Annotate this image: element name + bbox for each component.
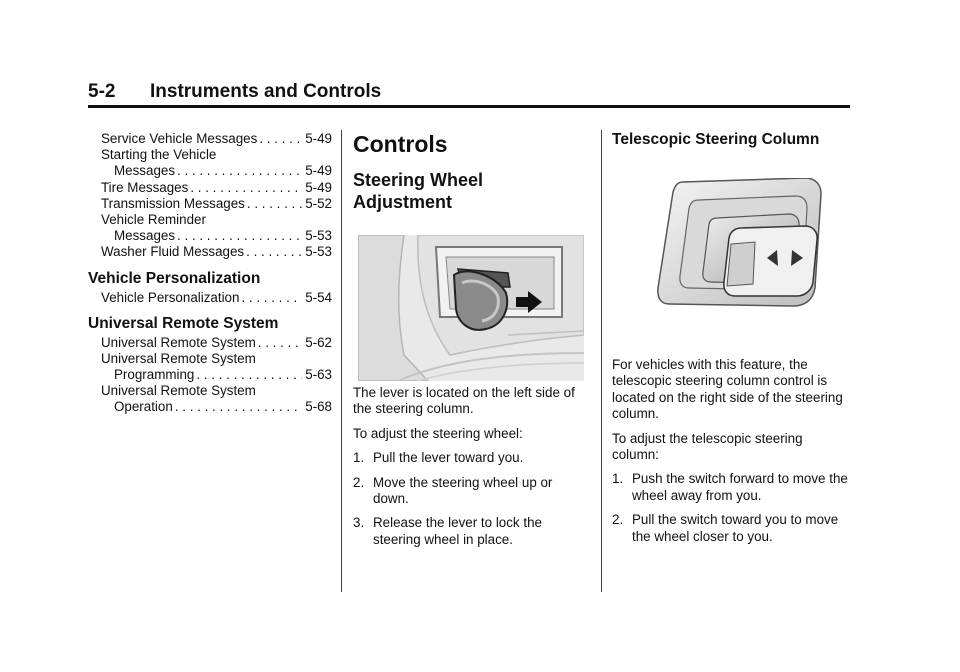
toc-entry — [88, 180, 332, 196]
step-item — [353, 450, 586, 466]
steering-steps — [353, 450, 586, 548]
toc-leader-dots — [241, 290, 302, 306]
toc-entry — [88, 147, 332, 163]
step-number: 2. — [612, 512, 624, 528]
toc-entry-page: 5-52 — [305, 195, 332, 211]
step-number: 1. — [612, 471, 624, 487]
toc-entry — [88, 335, 332, 351]
toc-entry-page: 5-63 — [305, 367, 332, 383]
toc-entry — [88, 131, 332, 147]
step-text: Push the switch forward to move the wheel away from you. — [632, 471, 848, 503]
column-divider-2 — [601, 130, 602, 592]
toc-entry-label: Washer Fluid Messages — [101, 244, 245, 260]
toc-entry-page: 5-68 — [305, 399, 332, 415]
toc-entry-page: 5-53 — [305, 244, 332, 260]
step-number: 1. — [353, 450, 365, 466]
toc-entry — [88, 351, 332, 367]
toc-entry-page: 5-49 — [305, 131, 332, 146]
toc-entry — [88, 196, 332, 212]
steering-heading-line2: Adjustment — [353, 192, 452, 212]
telescopic-feature-text: For vehicles with this feature, the telescopic steering column control is located on the right side of the steering column. — [612, 357, 843, 422]
toc-entry-label: Programming — [114, 367, 195, 383]
toc-leader-dots — [177, 228, 302, 244]
step-item — [353, 515, 586, 548]
toc-entry-label: Starting the Vehicle — [101, 147, 217, 163]
toc-leader-dots — [196, 367, 302, 383]
toc-group-messages — [88, 131, 332, 261]
step-item — [353, 475, 586, 508]
steering-lever-illustration — [358, 235, 584, 381]
telescopic-switch-illustration — [655, 178, 830, 308]
toc-entry-label: Universal Remote System — [101, 383, 256, 399]
controls-heading: Controls — [353, 131, 448, 157]
toc-leader-dots — [177, 163, 302, 179]
toc-leader-dots — [247, 196, 302, 212]
toc-leader-dots — [259, 131, 302, 147]
toc-column — [88, 131, 332, 416]
toc-entry — [88, 367, 332, 383]
toc-entry-label: Operation — [114, 399, 173, 415]
toc-group-universal-remote — [88, 335, 332, 416]
toc-leader-dots — [246, 244, 302, 260]
page-number: 5-2 — [88, 81, 116, 102]
adjust-intro-text: To adjust the steering wheel: — [353, 425, 523, 441]
step-text: Pull the switch toward you to move the wheel closer to you. — [632, 512, 839, 544]
toc-entry-page: 5-49 — [305, 179, 332, 195]
toc-entry-label: Tire Messages — [101, 179, 189, 195]
page-header — [88, 80, 850, 108]
toc-entry-page: 5-62 — [305, 334, 332, 350]
toc-leader-dots — [190, 180, 302, 196]
toc-entry — [88, 290, 332, 306]
toc-leader-dots — [175, 399, 302, 415]
toc-entry-page: 5-53 — [305, 228, 332, 244]
toc-entry — [88, 228, 332, 244]
toc-entry-page: 5-49 — [305, 163, 332, 179]
toc-entry — [88, 163, 332, 179]
step-text: Release the lever to lock the steering wheel in place. — [373, 515, 542, 547]
toc-entry — [88, 399, 332, 415]
toc-entry-label: Messages — [114, 163, 176, 179]
step-item — [612, 471, 852, 504]
step-number: 2. — [353, 474, 365, 490]
toc-group-personalization — [88, 290, 332, 306]
toc-entry-label: Vehicle Reminder — [101, 211, 206, 227]
toc-entry-label: Universal Remote System — [101, 350, 256, 366]
toc-heading-vehicle-personalization: Vehicle Personalization — [88, 269, 261, 287]
step-item — [612, 512, 852, 545]
toc-entry-label: Vehicle Personalization — [101, 289, 240, 305]
toc-entry-page: 5-54 — [305, 289, 332, 305]
step-text: Move the steering wheel up or down. — [373, 474, 553, 507]
telescopic-adjust-intro: To adjust the telescopic steering column: — [612, 430, 803, 463]
toc-entry — [88, 244, 332, 260]
telescopic-steps — [612, 471, 852, 545]
toc-entry-label: Universal Remote System — [101, 334, 256, 350]
lever-location-text: The lever is located on the left side of the steering column. — [353, 385, 575, 417]
section-title: Instruments and Controls — [150, 81, 382, 102]
toc-entry-label: Transmission Messages — [101, 195, 245, 211]
step-text: Pull the lever toward you. — [373, 450, 524, 466]
steering-heading-line1: Steering Wheel — [353, 170, 484, 190]
telescopic-heading: Telescopic Steering Column — [612, 131, 820, 148]
toc-leader-dots — [258, 335, 302, 351]
toc-entry — [88, 383, 332, 399]
steering-wheel-heading — [353, 169, 586, 213]
toc-entry-label: Service Vehicle Messages — [101, 131, 258, 146]
column-divider-1 — [341, 130, 342, 592]
toc-entry — [88, 212, 332, 228]
toc-entry-label: Messages — [114, 228, 176, 244]
toc-heading-universal-remote: Universal Remote System — [88, 314, 279, 332]
step-number: 3. — [353, 515, 365, 531]
